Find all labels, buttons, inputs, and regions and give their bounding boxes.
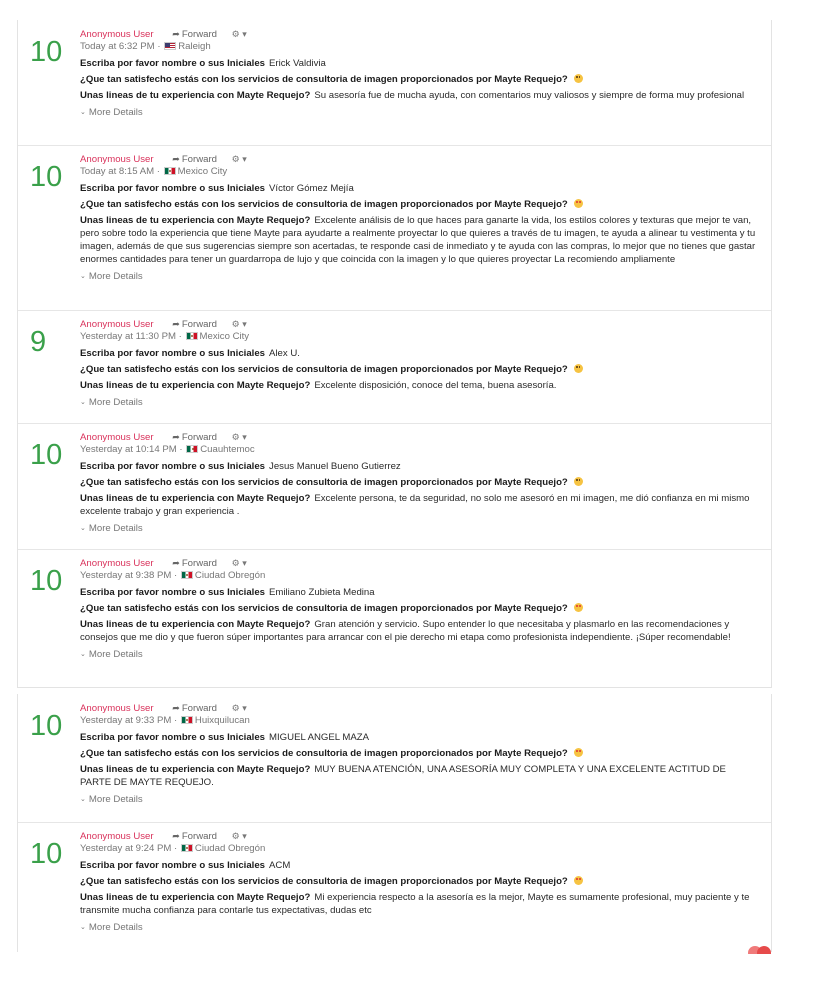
more-details-link[interactable]: ⌄ More Details [80, 794, 143, 805]
gear-dropdown-button[interactable] [232, 558, 247, 568]
answer-experience: Gran atención y servicio. Supo entender lo que necesitaba y plasmarlo en las recomendaciones y consejos que me dio y que fueron súper importantes para arrancar con el pie derecho mi etapa como profesionista independiente. ¡Súper recomendable! [80, 619, 731, 643]
chevron-down-icon: ⌄ [80, 273, 86, 280]
smile-emoji-icon [574, 364, 583, 373]
location: Ciudad Obregón [194, 843, 266, 854]
caret-down-icon: ▾ [242, 319, 247, 329]
forward-button[interactable]: ➦ Forward [172, 703, 217, 714]
heart-eyes-emoji-icon [574, 748, 583, 757]
qa-name: Escriba por favor nombre o sus Iniciales Alex U. [80, 348, 300, 359]
timestamp: Today at 8:15 AM · [80, 166, 163, 177]
timestamp-location [80, 714, 759, 727]
qa-satisfaction: ¿Que tan satisfecho estás con los servicios de consultoria de imagen proporcionados por Mayte Requejo? [80, 476, 759, 489]
answer-name: Jesus Manuel Bueno Gutierrez [269, 461, 401, 472]
caret-down-icon: ▾ [242, 558, 247, 568]
forward-arrow-icon: ➦ [172, 703, 180, 713]
gear-dropdown-button[interactable] [232, 432, 247, 442]
qa-satisfaction: ¿Que tan satisfecho estás con los servicios de consultoria de imagen proporcionados por Mayte Requejo? [80, 747, 759, 760]
answer-experience: Su asesoría fue de mucha ayuda, con comentarios muy valiosos y siempre de forma muy profesional [314, 90, 745, 101]
chevron-down-icon: ⌄ [80, 399, 86, 406]
forward-button[interactable]: ➦ Forward [172, 29, 217, 40]
qa-satisfaction: ¿Que tan satisfecho estás con los servicios de consultoria de imagen proporcionados por Mayte Requejo? [80, 73, 759, 86]
answer-name: ACM [269, 860, 291, 871]
mx-flag-icon [186, 445, 198, 453]
forward-arrow-icon: ➦ [172, 432, 180, 442]
forward-button[interactable]: ➦ Forward [172, 831, 217, 842]
caret-down-icon: ▾ [242, 432, 247, 442]
timestamp: Yesterday at 9:33 PM · [80, 715, 180, 726]
more-details-link[interactable]: ⌄ More Details [80, 107, 143, 118]
location: Cuauhtemoc [200, 444, 255, 455]
qa-experience: Unas lineas de tu experiencia con Mayte Requejo? MUY BUENA ATENCIÓN, UNA ASESORÍA MUY COMPLETA Y UNA EXCELENTE ACTITUD DE PARTE DE MAYTE REQUEJO. [80, 764, 726, 788]
smile-emoji-icon [574, 74, 583, 83]
caret-down-icon: ▾ [242, 831, 247, 841]
gear-dropdown-button[interactable] [232, 29, 247, 39]
us-flag-icon [164, 42, 176, 50]
chevron-down-icon: ⌄ [80, 796, 86, 803]
qa-name: Escriba por favor nombre o sus Iniciales Emiliano Zubieta Medina [80, 587, 375, 598]
qa-experience: Unas lineas de tu experiencia con Mayte Requejo? Excelente disposición, conoce del tema, buena asesoría. [80, 380, 557, 391]
chat-widget-icon[interactable] [748, 944, 772, 954]
timestamp-location [80, 165, 759, 178]
gear-icon: ⚙ [231, 703, 240, 713]
score: 10 [30, 439, 63, 471]
user-name[interactable]: Anonymous User [80, 319, 154, 330]
gear-icon: ⚙ [231, 432, 240, 442]
responses-panel-continued [17, 694, 772, 952]
qa-satisfaction: ¿Que tan satisfecho estás con los servicios de consultoria de imagen proporcionados por Mayte Requejo? [80, 602, 759, 615]
gear-dropdown-button[interactable] [232, 831, 247, 841]
caret-down-icon: ▾ [242, 703, 247, 713]
answer-name: Alex U. [269, 348, 300, 359]
gear-dropdown-button[interactable] [232, 319, 247, 329]
score: 10 [30, 710, 63, 742]
qa-name: Escriba por favor nombre o sus Iniciales MIGUEL ANGEL MAZA [80, 732, 370, 743]
forward-arrow-icon: ➦ [172, 831, 180, 841]
caret-down-icon: ▾ [242, 154, 247, 164]
forward-arrow-icon: ➦ [172, 154, 180, 164]
mx-flag-icon [181, 571, 193, 579]
location: Mexico City [177, 166, 228, 177]
timestamp: Yesterday at 10:14 PM · [80, 444, 186, 455]
answer-name: Víctor Gómez Mejía [269, 183, 354, 194]
location: Raleigh [178, 41, 211, 52]
answer-experience: Mi experiencia respecto a la asesoría es la mejor, Mayte es sumamente profesional, muy paciente y te transmite mucha confianza para contarle tus expectativas, dudas etc [80, 892, 750, 916]
forward-button[interactable]: ➦ Forward [172, 154, 217, 165]
response-entry [18, 310, 771, 424]
response-entry [18, 549, 771, 687]
mx-flag-icon [164, 167, 176, 175]
qa-satisfaction: ¿Que tan satisfecho estás con los servicios de consultoria de imagen proporcionados por Mayte Requejo? [80, 198, 759, 211]
score: 10 [30, 161, 63, 193]
heart-eyes-emoji-icon [574, 199, 583, 208]
gear-dropdown-button[interactable] [232, 703, 247, 713]
user-name[interactable]: Anonymous User [80, 154, 154, 165]
score: 10 [30, 36, 63, 68]
chevron-down-icon: ⌄ [80, 924, 86, 931]
forward-arrow-icon: ➦ [172, 558, 180, 568]
answer-name: Erick Valdivia [269, 58, 326, 69]
answer-name: MIGUEL ANGEL MAZA [269, 732, 370, 743]
forward-button[interactable]: ➦ Forward [172, 432, 217, 443]
qa-experience: Unas lineas de tu experiencia con Mayte Requejo? Su asesoría fue de mucha ayuda, con comentarios muy valiosos y siempre de forma muy profesional [80, 90, 745, 101]
response-entry [18, 694, 771, 823]
response-entry [18, 822, 771, 952]
gear-icon: ⚙ [231, 558, 240, 568]
user-name[interactable]: Anonymous User [80, 831, 154, 842]
user-name[interactable]: Anonymous User [80, 558, 154, 569]
timestamp-location [80, 842, 759, 855]
more-details-link[interactable]: ⌄ More Details [80, 397, 143, 408]
answer-experience: Excelente disposición, conoce del tema, buena asesoría. [314, 380, 557, 391]
location: Huixquilucan [194, 715, 250, 726]
qa-satisfaction: ¿Que tan satisfecho estás con los servicios de consultoria de imagen proporcionados por Mayte Requejo? [80, 875, 759, 888]
location: Ciudad Obregón [194, 570, 266, 581]
gear-icon: ⚙ [231, 319, 240, 329]
response-entry [18, 20, 771, 146]
location: Mexico City [199, 331, 250, 342]
chevron-down-icon: ⌄ [80, 651, 86, 658]
mx-flag-icon [181, 716, 193, 724]
timestamp: Yesterday at 11:30 PM · [80, 331, 185, 342]
timestamp-location [80, 40, 759, 53]
answer-name: Emiliano Zubieta Medina [269, 587, 375, 598]
qa-name: Escriba por favor nombre o sus Iniciales ACM [80, 860, 291, 871]
timestamp-location [80, 330, 759, 343]
response-entry [18, 145, 771, 311]
timestamp: Yesterday at 9:38 PM · [80, 570, 180, 581]
score: 10 [30, 565, 63, 597]
qa-name: Escriba por favor nombre o sus Iniciales Víctor Gómez Mejía [80, 183, 354, 194]
more-details-link[interactable]: ⌄ More Details [80, 649, 143, 660]
qa-satisfaction: ¿Que tan satisfecho estás con los servicios de consultoria de imagen proporcionados por Mayte Requejo? [80, 363, 759, 376]
heart-eyes-emoji-icon [574, 876, 583, 885]
timestamp: Today at 6:32 PM · [80, 41, 164, 52]
more-details-link[interactable]: ⌄ More Details [80, 523, 143, 534]
answer-experience: Excelente persona, te da seguridad, no solo me asesoró en mi imagen, me dió confianza en mi mismo excelente trabajo y gran experiencia . [80, 493, 750, 517]
smile-emoji-icon [574, 477, 583, 486]
forward-arrow-icon: ➦ [172, 319, 180, 329]
more-details-link[interactable]: ⌄ More Details [80, 922, 143, 933]
user-name[interactable]: Anonymous User [80, 432, 154, 443]
caret-down-icon: ▾ [242, 29, 247, 39]
response-entry [18, 423, 771, 550]
gear-dropdown-button[interactable] [232, 154, 247, 164]
qa-experience: Unas lineas de tu experiencia con Mayte Requejo? Mi experiencia respecto a la asesoría es la mejor, Mayte es sumamente profesional, muy paciente y te transmite mucha confianza para contarle tus expectativas, dudas etc [80, 892, 750, 916]
score: 9 [30, 326, 47, 358]
forward-button[interactable]: ➦ Forward [172, 558, 217, 569]
forward-button[interactable]: ➦ Forward [172, 319, 217, 330]
forward-arrow-icon: ➦ [172, 29, 180, 39]
mx-flag-icon [186, 332, 198, 340]
gear-icon: ⚙ [231, 154, 240, 164]
more-details-link[interactable]: ⌄ More Details [80, 271, 143, 282]
responses-panel [17, 20, 772, 688]
qa-experience: Unas lineas de tu experiencia con Mayte Requejo? Excelente análisis de lo que haces para ganarte la vida, los estilos colores y texturas que mejor te van, pero sobre todo la experiencia que tiene Mayte para ayudarte a realmente proyectar lo que quieres a través de tu imagen, te ayuda a alinear tu vestimenta y tu imagen, además de que sus sugerencias siempre son acertadas, te responde casi de inmediato y te ayuda con las compras, lo mejor que no tienes que gastar enormes cantidades para tener un guardarropa de lujo y que coincida con la imagen y lo que quieres proyectar La recomiendo ampliamente [80, 215, 756, 265]
timestamp-location [80, 443, 759, 456]
user-name[interactable]: Anonymous User [80, 703, 154, 714]
answer-experience: Excelente análisis de lo que haces para ganarte la vida, los estilos colores y texturas que mejor te van, pero sobre todo la experiencia que tiene Mayte para ayudarte a realmente proyectar lo que quieres a través de tu imagen, te ayuda a alinear tu vestimenta y tu imagen, además de que sus sugerencias siempre son acertadas, te responde casi de inmediato y te ayuda con las compras, lo mejor que no tienes que gastar enormes cantidades para tener un guardarropa de lujo y que coincida con la imagen y lo que quieres proyectar La recomiendo ampliamente [80, 215, 756, 265]
qa-experience: Unas lineas de tu experiencia con Mayte Requejo? Excelente persona, te da seguridad, no solo me asesoró en mi imagen, me dió confianza en mi mismo excelente trabajo y gran experiencia . [80, 493, 750, 517]
timestamp: Yesterday at 9:24 PM · [80, 843, 180, 854]
timestamp-location [80, 569, 759, 582]
qa-name: Escriba por favor nombre o sus Iniciales Erick Valdivia [80, 58, 326, 69]
gear-icon: ⚙ [231, 29, 240, 39]
user-name[interactable]: Anonymous User [80, 29, 154, 40]
chevron-down-icon: ⌄ [80, 109, 86, 116]
heart-eyes-emoji-icon [574, 603, 583, 612]
answer-experience: MUY BUENA ATENCIÓN, UNA ASESORÍA MUY COMPLETA Y UNA EXCELENTE ACTITUD DE PARTE DE MAYTE REQUEJO. [80, 764, 726, 788]
score: 10 [30, 838, 63, 870]
gear-icon: ⚙ [231, 831, 240, 841]
qa-experience: Unas lineas de tu experiencia con Mayte Requejo? Gran atención y servicio. Supo entender lo que necesitaba y plasmarlo en las recomendaciones y consejos que me dio y que fueron súper importantes para arrancar con el pie derecho mi etapa como profesionista independiente. ¡Súper recomendable! [80, 619, 731, 643]
chevron-down-icon: ⌄ [80, 525, 86, 532]
qa-name: Escriba por favor nombre o sus Iniciales Jesus Manuel Bueno Gutierrez [80, 461, 401, 472]
mx-flag-icon [181, 844, 193, 852]
